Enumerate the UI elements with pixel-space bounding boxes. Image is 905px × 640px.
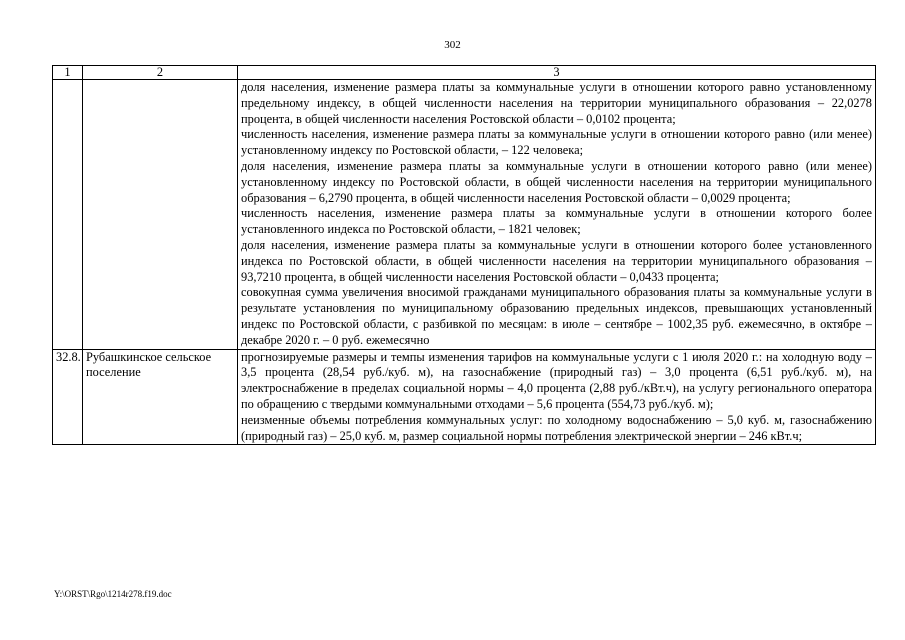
paragraph: доля населения, изменение размера платы за коммунальные услуги в отношении которого равно установленному предельному индексу, в общей численности населения на территории муниципального образования – 22,0278 процента, в общей численности населения Ростовской области – 0,0102 процента; [241, 80, 872, 126]
paragraph: прогнозируемые размеры и темпы изменения тарифов на коммунальные услуги с 1 июля 2020 г.: на холодную воду – 3,5 процента (28,54 руб./куб. м), на газоснабжение (природный газ) – 3,0 процента (6,51 руб./куб. м), на электроснабжение в пределах социальной нормы – 4,0 процента (2,88 руб./кВт.ч), на услугу регионального оператора по обращению с твердыми коммунальными отходами – 5,6 процента (554,73 руб./куб. м); [241, 349, 872, 411]
paragraph: совокупная сумма увеличения вносимой гражданами муниципального образования платы за коммунальные услуги в результате установления по муниципальному образованию предельных индексов, превышающих установленный индекс по Ростовской области, с разбивкой по месяцам: в июле – сентябре – 1002,35 руб. ежемесячно, в октябре – декабре 2020 г. – 0 руб. ежемесячно [241, 285, 872, 347]
row-content [238, 80, 876, 350]
row-number: 32.8. [53, 349, 83, 445]
paragraph: доля населения, изменение размера платы за коммунальные услуги в отношении которого равно (или менее) установленному индексу по Ростовской области, в общей численности населения на территории муниципального образования – 6,2790 процента, в общей численности населения Ростовской области – 0,0029 процента; [241, 158, 872, 205]
row-content [238, 349, 876, 445]
table-row [53, 80, 876, 350]
file-path-footer: Y:\ORST\Rgo\1214r278.f19.doc [54, 589, 172, 599]
page-number: 302 [444, 39, 461, 51]
document-table [52, 65, 876, 445]
table-header-row [53, 66, 876, 80]
paragraph: неизменные объемы потребления коммунальных услуг: по холодному водоснабжению – 5,0 куб. м, газоснабжению (природный газ) – 25,0 куб. м, размер социальной нормы потребления электрической энергии – 246 кВт.ч; [241, 412, 872, 443]
header-cell: 2 [83, 66, 238, 80]
header-cell: 3 [238, 66, 876, 80]
paragraph: доля населения, изменение размера платы за коммунальные услуги в отношении которого более установленного индекса по Ростовской области, в общей численности населения на территории муниципального образования – 93,7210 процента, в общей численности населения Ростовской области – 0,0433 процента; [241, 237, 872, 284]
settlement-name [83, 80, 238, 350]
paragraph: численность населения, изменение размера платы за коммунальные услуги в отношении которого более установленного индекса по Ростовской области, – 1821 человек; [241, 206, 872, 237]
table-row [53, 349, 876, 445]
header-cell: 1 [53, 66, 83, 80]
settlement-name: Рубашкинское сельское поселение [83, 349, 238, 445]
paragraph: численность населения, изменение размера платы за коммунальные услуги в отношении которого равно (или менее) установленному индексу по Ростовской области, – 122 человека; [241, 127, 872, 158]
row-number [53, 80, 83, 350]
